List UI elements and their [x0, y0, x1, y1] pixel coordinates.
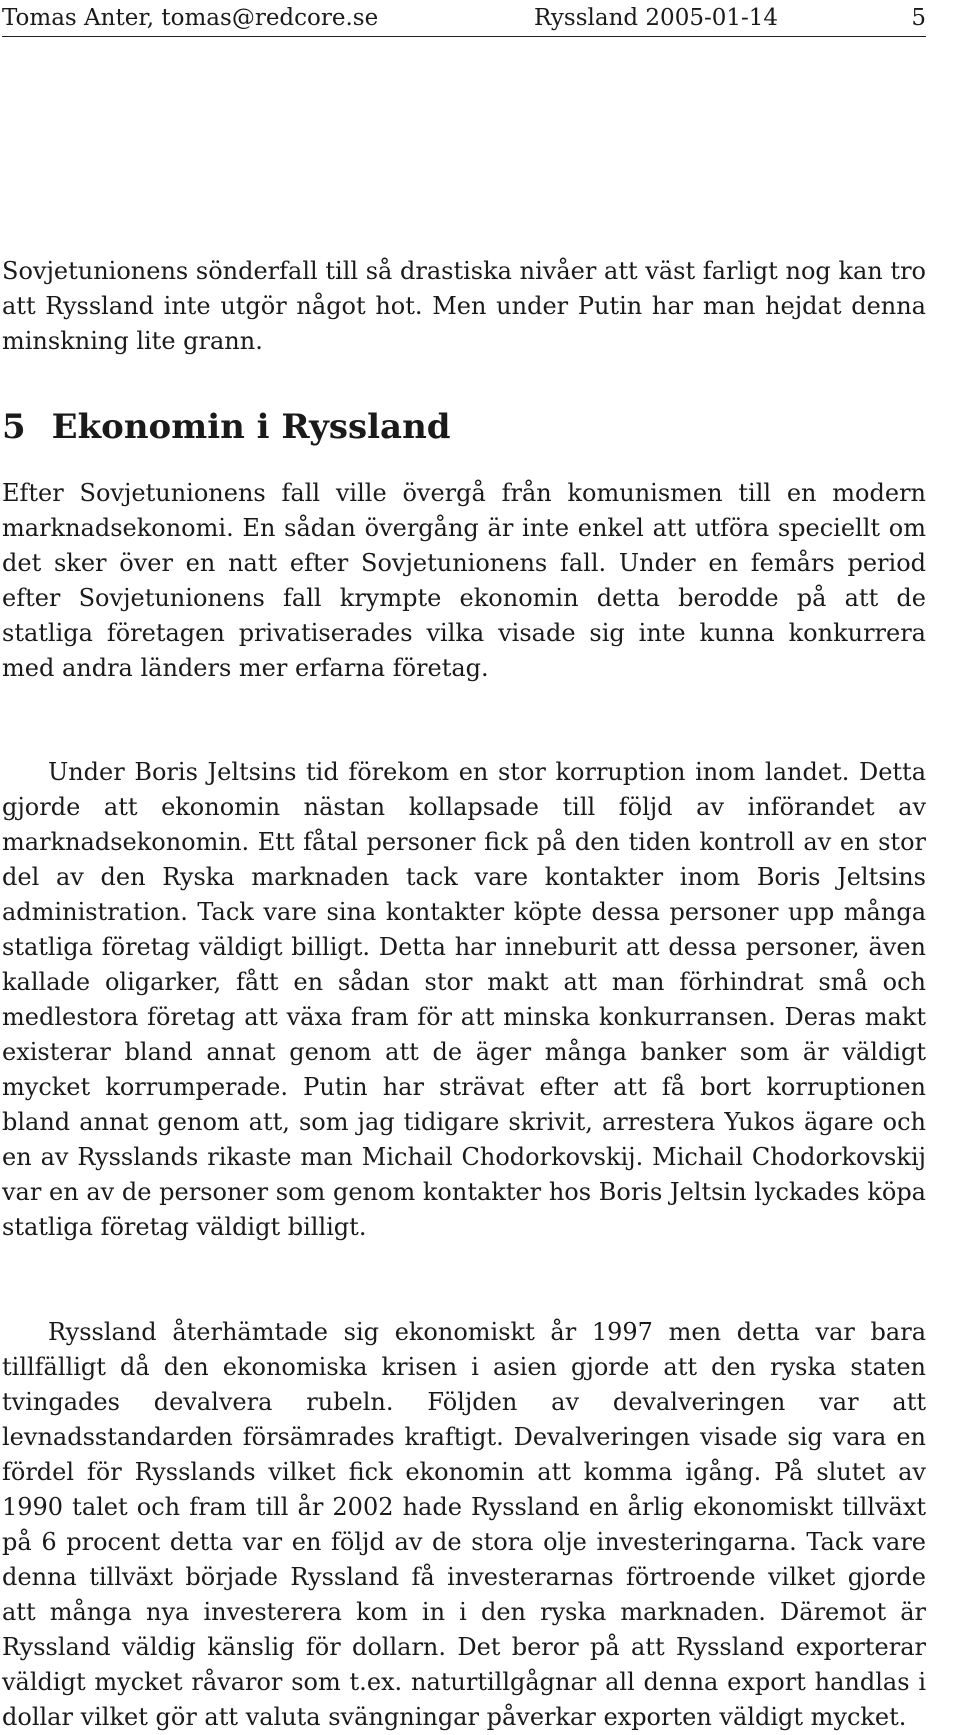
paragraph-intro: Sovjetunionens sönderfall till så drastiska nivåer att väst farligt nog kan tro att Ryssland inte utgör något hot. Men under Putin har man hejdat denna minskning lite grann. — [2, 257, 926, 355]
section-heading — [2, 402, 451, 452]
paragraph-1: Efter Sovjetunionens fall ville övergå från komunismen till en modern marknadsekonomi. En sådan övergång är inte enkel att utföra speciellt om det sker över en natt efter Sovjetunionens fall. Under en femårs period efter Sovjetunionens fall krympte ekonomin detta berodde på att de statliga företagen privatiserades vilka visade sig inte kunna konkurrera med andra länders mer erfarna företag. — [2, 479, 926, 682]
paragraph-2: Under Boris Jeltsins tid förekom en stor korruption inom landet. Detta gjorde att ekonomin nästan kollapsade till följd av införandet av marknadsekonomin. Ett fåtal personer fick på den tiden kontroll av en stor del av den Ryska marknaden tack vare kontakter inom Boris Jeltsins administration. Tack vare sina kontakter köpte dessa personer upp många statliga företag väldigt billigt. Detta har inneburit att dessa personer, även kallade oligarker, fått en sådan stor makt att man förhindrat små och medlestora företag att växa fram för att minska konkurransen. Deras makt existerar bland annat genom att de äger många banker som är väldigt mycket korrumperade. Putin har strävat efter att få bort korruptionen bland annat genom att, som jag tidigare skrivit, arrestera Yukos ägare och en av Rysslands rikaste man Michail Chodorkovskij. Michail Chodorkovskij var en av de personer som genom kontakter hos Boris Jeltsin lyckades köpa statliga företag väldigt billigt. — [2, 758, 926, 1241]
paragraph-3: Ryssland återhämtade sig ekonomiskt år 1997 men detta var bara tillfälligt då den ekonomiska krisen i asien gjorde att den ryska staten tvingades devalvera rubeln. Följden av devalveringen var att levnadsstandarden försämrades kraftigt. Devalveringen visade sig vara en fördel för Rysslands vilket fick ekonomin att komma igång. På slutet av 1990 talet och fram till år 2002 hade Ryssland en årlig ekonomiskt tillväxt på 6 procent detta var en följd av de stora olje investeringarna. Tack vare denna tillväxt började Ryssland få investerarnas förtroende vilket gjorde att många nya investerera kom in i den ryska marknaden. Däremot är Ryssland väldig känslig för dollarn. Det beror på att Ryssland exporterar väldigt mycket råvaror som t.ex. naturtillgågnar all denna export handlas i dollar vilket gör att valuta svängningar påverkar exporten väldigt mycket. — [2, 1318, 926, 1731]
header-title-date: Ryssland 2005-01-14 — [534, 5, 779, 31]
section-title: Ekonomin i Ryssland — [51, 407, 451, 447]
header-page-number: 5 — [911, 5, 926, 31]
running-header — [2, 0, 926, 37]
section-number: 5 — [2, 407, 26, 447]
header-author: Tomas Anter, tomas@redcore.se — [2, 5, 379, 31]
